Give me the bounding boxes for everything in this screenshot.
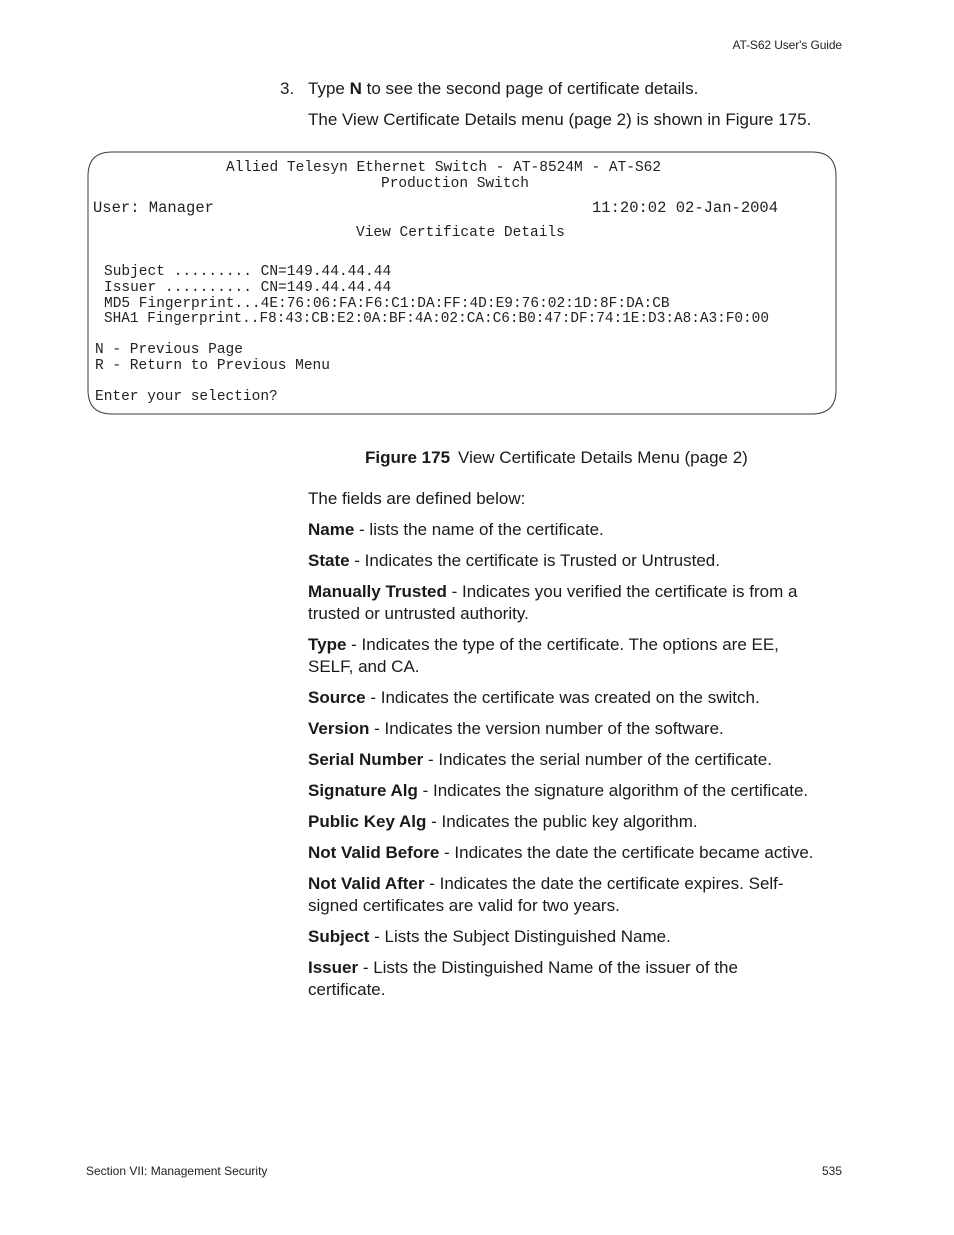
definition-desc: - Indicates the version number of the software. — [369, 719, 724, 738]
definition-item — [308, 581, 818, 625]
definition-term: State — [308, 551, 350, 570]
definition-term: Signature Alg — [308, 781, 418, 800]
terminal-menu-title: View Certificate Details — [356, 225, 565, 241]
guide-title: AT-S62 User's Guide — [732, 38, 842, 52]
definition-term: Issuer — [308, 958, 359, 977]
figure-caption-text: View Certificate Details Menu (page 2) — [458, 448, 748, 467]
step-followup: The View Certificate Details menu (page 2) is shown in Figure 175. — [308, 110, 812, 129]
definition-item — [308, 957, 818, 1001]
definition-desc: - Indicates the type of the certificate. The options are EE, SELF, and CA. — [308, 635, 779, 676]
definition-desc: - Indicates the date the certificate expires. Self-signed certificates are valid for two years. — [308, 874, 784, 915]
terminal-time: 11:20:02 02-Jan-2004 — [592, 199, 779, 217]
definition-term: Version — [308, 719, 370, 738]
field-definitions — [308, 488, 818, 1010]
definition-item — [308, 873, 818, 917]
definition-item — [308, 926, 818, 948]
definition-desc: - Indicates you verified the certificate is from a trusted or untrusted authority. — [308, 582, 798, 623]
definition-item — [308, 687, 818, 709]
definition-item — [308, 749, 818, 771]
definition-term: Not Valid After — [308, 874, 425, 893]
definition-term: Type — [308, 635, 347, 654]
definition-item — [308, 519, 818, 541]
figure-caption — [365, 448, 748, 468]
definition-term: Public Key Alg — [308, 812, 427, 831]
definition-item — [308, 811, 818, 833]
step-key: N — [349, 79, 362, 98]
definition-term: Name — [308, 520, 355, 539]
terminal-user: User: Manager — [93, 199, 214, 217]
definition-term: Not Valid Before — [308, 843, 440, 862]
definition-item — [308, 842, 818, 864]
definition-desc: - Indicates the serial number of the certificate. — [423, 750, 772, 769]
definition-item — [308, 718, 818, 740]
definition-item — [308, 780, 818, 802]
definition-term: Serial Number — [308, 750, 424, 769]
definition-term: Subject — [308, 927, 370, 946]
step-3 — [280, 79, 698, 99]
step-number: 3. — [280, 79, 295, 98]
definition-desc: - Lists the Distinguished Name of the issuer of the certificate. — [308, 958, 738, 999]
definition-desc: - lists the name of the certificate. — [354, 520, 604, 539]
page-number: 535 — [821, 1164, 842, 1178]
terminal-option-n: N - Previous Page — [95, 342, 243, 358]
definition-desc: - Indicates the certificate was created on the switch. — [365, 688, 760, 707]
terminal-issuer: Issuer .......... CN=149.44.44.44 — [104, 280, 392, 296]
figure-label: Figure 175 — [365, 448, 451, 467]
terminal-subject: Subject ......... CN=149.44.44.44 — [104, 264, 392, 280]
definition-desc: - Indicates the public key algorithm. — [426, 812, 698, 831]
terminal-header-line2: Production Switch — [381, 176, 529, 192]
terminal-option-r: R - Return to Previous Menu — [95, 358, 330, 374]
footer-section: Section VII: Management Security — [86, 1164, 268, 1178]
step-text-post: to see the second page of certificate details. — [361, 79, 699, 98]
terminal-prompt: Enter your selection? — [95, 389, 278, 405]
definition-desc: - Indicates the date the certificate became active. — [439, 843, 814, 862]
terminal-md5: MD5 Fingerprint...4E:76:06:FA:F6:C1:DA:FF:4D:E9:76:02:1D:8F:DA:CB — [104, 296, 670, 312]
terminal-header-line1: Allied Telesyn Ethernet Switch - AT-8524M - AT-S62 — [226, 160, 662, 176]
step-text-pre: Type — [308, 79, 350, 98]
definitions-intro: The fields are defined below: — [308, 489, 526, 508]
terminal-sha1: SHA1 Fingerprint..F8:43:CB:E2:0A:BF:4A:02:CA:C6:B0:47:DF:74:1E:D3:A8:A3:F0:00 — [104, 311, 769, 327]
definition-term: Manually Trusted — [308, 582, 447, 601]
definition-desc: - Lists the Subject Distinguished Name. — [369, 927, 671, 946]
definition-desc: - Indicates the certificate is Trusted or Untrusted. — [349, 551, 720, 570]
definition-term: Source — [308, 688, 366, 707]
definition-desc: - Indicates the signature algorithm of the certificate. — [417, 781, 809, 800]
definition-item — [308, 634, 818, 678]
definition-item — [308, 550, 818, 572]
